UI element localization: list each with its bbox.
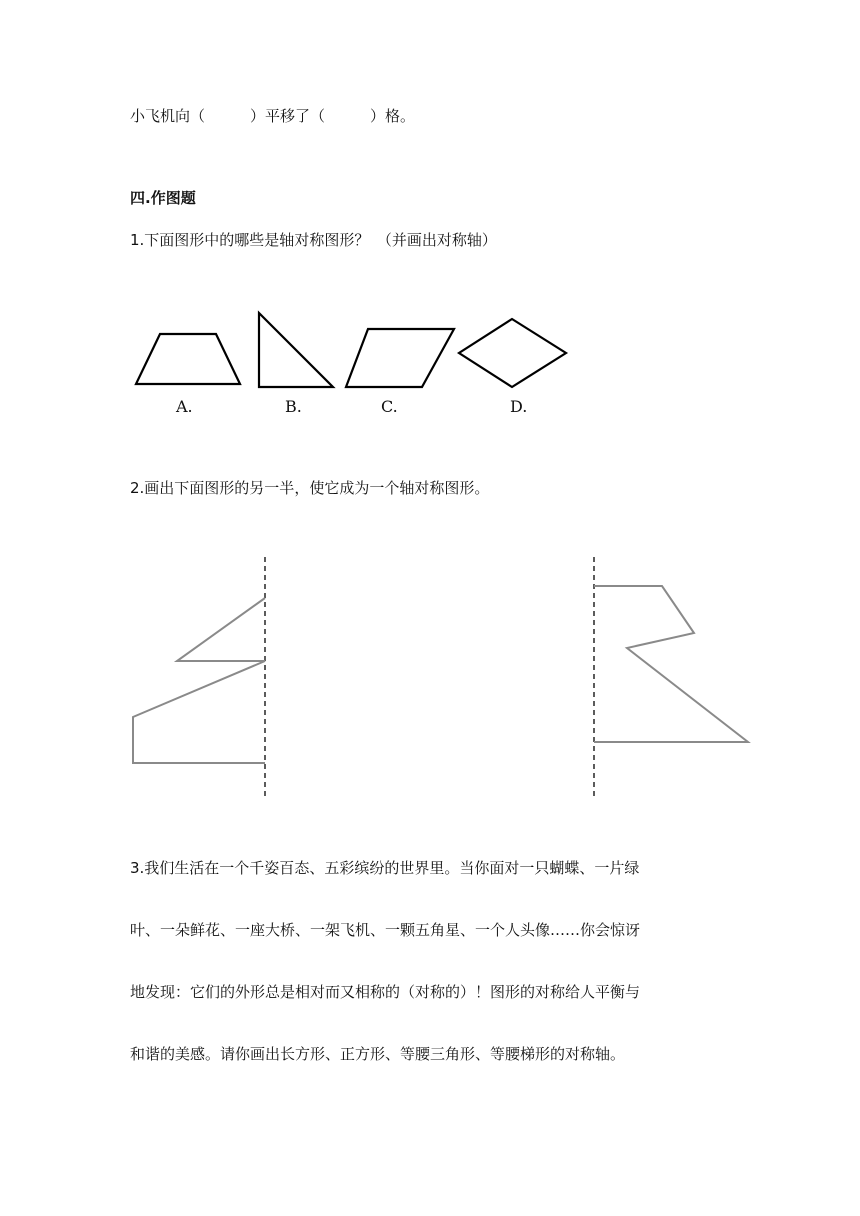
question-3-line-2: 叶、一朵鲜花、一座大桥、一架飞机、一颗五角星、一个人头像……你会惊讶 bbox=[130, 921, 641, 939]
question-1-text: 1.下面图形中的哪些是轴对称图形？ （并画出对称轴） bbox=[130, 231, 497, 249]
q1-shapes bbox=[136, 313, 566, 387]
shape-b-right-triangle bbox=[259, 313, 333, 387]
shape-label-c: C. bbox=[381, 397, 398, 416]
section-title: 四.作图题 bbox=[130, 189, 196, 207]
shape-c-parallelogram bbox=[346, 329, 454, 387]
shape-label-a: A. bbox=[176, 397, 193, 416]
question-3-line-4: 和谐的美感。请你画出长方形、正方形、等腰三角形、等腰梯形的对称轴。 bbox=[130, 1045, 626, 1063]
shape-d-rhombus bbox=[459, 319, 566, 387]
shape-label-b: B. bbox=[285, 397, 302, 416]
question-3-line-1: 3.我们生活在一个千姿百态、五彩缤纷的世界里。当你面对一只蝴蝶、一片绿 bbox=[130, 859, 640, 877]
plane-translation-question: 小飞机向（ ）平移了（ ）格。 bbox=[130, 107, 416, 125]
right-half-figure bbox=[594, 586, 748, 742]
question-3-line-3: 地发现：它们的外形总是相对而又相称的（对称的）！图形的对称给人平衡与 bbox=[130, 983, 641, 1001]
shape-label-d: D. bbox=[510, 397, 528, 416]
question-2-text: 2.画出下面图形的另一半，使它成为一个轴对称图形。 bbox=[130, 479, 490, 497]
left-half-figure bbox=[133, 598, 265, 763]
shape-a-trapezoid bbox=[136, 334, 240, 384]
